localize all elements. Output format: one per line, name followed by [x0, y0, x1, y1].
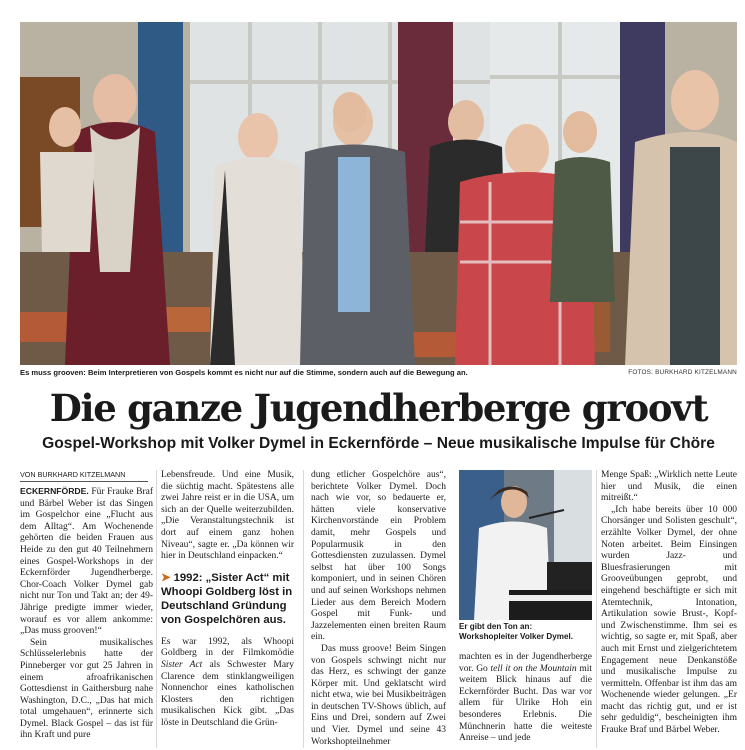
paragraph-text: mit weitem Blick hinaus auf die Eckernförder Bucht. Das war vor allem für Ulrike Hoh ein besonderes Erlebnis. Die Münchnerin hatte die weiteste Anreise – und jede	[459, 663, 592, 744]
pull-quote-text: 1992: „Sister Act“ mit Whoopi Goldberg löst in Deutschland Gründung von Gospelchören aus.	[161, 571, 293, 626]
paragraph-text: machten es in der Jugendherberge vor. Go	[459, 652, 592, 674]
article-column-2	[161, 470, 294, 748]
byline: VON BURKHARD KITZELMANN	[20, 470, 148, 482]
article-column-4	[459, 652, 592, 748]
column-divider	[303, 470, 304, 748]
paragraph	[20, 486, 153, 638]
film-title: Sister Act	[161, 659, 203, 670]
paragraph	[161, 637, 294, 730]
paragraph: „Ich habe bereits über 10 000 Chorsänger und Solisten geschult“, erzählte Volker Dymel, der ohne Noten arbeitet. Beim Einsingen wurden Jazz- und Bluesfrasierungen mit Grooveübungen geprobt, und eingehend beschäftigte er sich mit Atemtechnik, Intonation, Artikulation sowie Brust-, Kopf- und Zwischenstimme. Ihm sei es wichtig, so sagte er, mit Spaß, aber auch mit Ernst und zielgerichtetem Engagement neue Denkanstöße und musikalische Impulse zu vermitteln. Offenbar ist ihm das am Wochenende wieder gelungen. „Er macht das richtig gut, und er ist sehr geduldig“, bescheinigten ihm Frauke Braf und Bärbel Weber.	[601, 504, 737, 736]
pianist-photo-illustration	[459, 470, 592, 620]
paragraph: Sein musikalisches Schlüsselerlebnis hatte der Pinneberger vor gut 25 Jahren in einem afroafrikanischen Gottesdienst in Gaithersburg nahe Washington, D.C., „Das hat mich total umgehauen“, erinnerte sich Dymel. Black Gospel – das ist für ihn Kraft und pure	[20, 637, 153, 741]
subheadline: Gospel-Workshop mit Volker Dymel in Eckernförde – Neue musikalische Impulse für Chöre	[42, 435, 715, 452]
paragraph: Das muss groove! Beim Singen von Gospels schwingt nicht nur das Herz, es schwingt der ganze Körper mit. Und geklatscht wird nicht etwa, wie bei Musikbeiträgen in deutschen TV-Shows üblich, auf Eins und Drei, sondern auf Zwei und Vier. Dymel und seine 43 Workshopteilnehmer	[311, 643, 446, 747]
paragraph-text: Für Frauke Braf und Bärbel Weber ist das Singen im Gospelchor eine „Flucht aus dem Alltag“. Am Wochenende gehörten die beiden Frauen aus Heide zu den gut 40 Teilnehmern eines Gospel-Workshops in der Eckernförder Jugendherberge. Chor-Coach Volker Dymel gab nicht nur Ton und Takt an; der 49-Jährige predigte immer wieder, worauf es vor allem ankomme: „Das muss grooven!“	[20, 487, 153, 637]
song-title: tell it on the Mountain	[490, 663, 577, 674]
article-column-1	[20, 486, 153, 748]
paragraph: Lebensfreude. Und eine Musik, die süchtig macht. Spätestens alle zwei Jahre reist er in die USA, um sich an der Quelle weiterzubilden. „Die Veranstaltungstechnik ist dort auf einem ganz hohen Niveau“, sagte er. „Da können wir hier in Deutschland einpacken.“	[161, 470, 294, 562]
paragraph	[459, 652, 592, 745]
photo-caption: Es muss grooven: Beim Interpretieren von Gospels kommt es nicht nur auf die Stimme, sondern auch auf die Bewegung an.	[20, 368, 468, 377]
column-divider	[156, 470, 157, 748]
paragraph: Menge Spaß: „Wirklich nette Leute hier und Musik, die einen mitreißt.“	[601, 470, 737, 504]
article-column-3	[311, 470, 446, 748]
choir-photo-illustration	[20, 22, 737, 365]
paragraph-text: als Schwester Mary Clarence dem stinklangweiligen Nonnenchor eines katholischen Klosters den richtigen musikalischen Kick gibt. „Das löste in Deutschland die Grün-	[161, 659, 294, 728]
pull-quote	[161, 571, 294, 627]
headline: Die ganze Jugendherberge groovt	[49, 386, 708, 430]
article-column-5	[601, 470, 737, 748]
main-photo	[20, 22, 737, 365]
paragraph: dung etlicher Gospelchöre aus“, berichtete Volker Dymel. Doch nach wie vor, so bedauerte er, hätten viele konservative Kirchenvorstände ein Problem damit, mehr Gospels und Popularmusik in den Gottesdiensten zuzulassen. Dymel selbst hat über 100 Songs komponiert, und in seinen Chören und auf seinen Workshops nehmen Lieder aus dem Bereich Modern Gospel mit Funk- und Jazzelementen einen breiten Raum ein.	[311, 470, 446, 643]
column-divider	[596, 470, 597, 748]
inset-photo	[459, 470, 592, 620]
paragraph-text: Es war 1992, als Whoopi Goldberg in der Filmkomödie	[161, 636, 294, 659]
dateline: ECKERNFÖRDE.	[20, 486, 89, 496]
arrow-icon: ➤	[161, 571, 171, 584]
inset-caption: Er gibt den Ton an: Workshopleiter Volker Dymel.	[459, 622, 573, 642]
photo-credit: FOTOS: BURKHARD KITZELMANN	[628, 369, 737, 376]
photo-caption-row	[20, 368, 737, 382]
